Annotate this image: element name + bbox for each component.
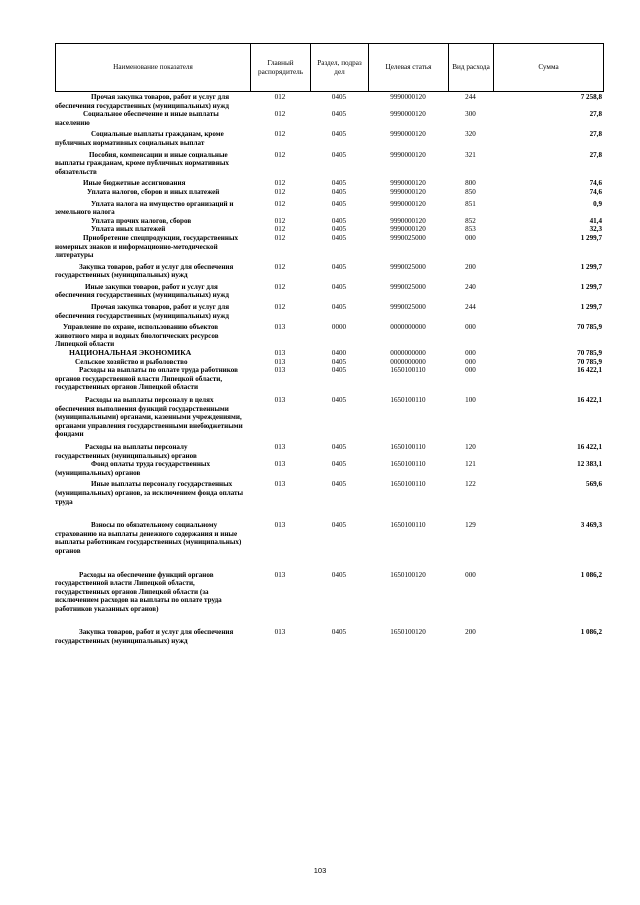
row-kind: 000 — [465, 323, 476, 332]
table-row — [55, 571, 603, 629]
table-row — [55, 200, 603, 217]
row-kind: 244 — [465, 303, 476, 312]
table-row — [55, 366, 603, 396]
row-sum: 1 086,2 — [580, 628, 602, 637]
row-kind: 120 — [465, 442, 476, 451]
table-row — [55, 93, 603, 110]
row-section: 0405 — [331, 282, 347, 291]
row-kind: 240 — [465, 282, 476, 291]
row-kind: 200 — [465, 262, 476, 271]
row-kind: 000 — [465, 357, 476, 366]
row-name: Закупка товаров, работ и услуг для обеспечения государственных (муниципальных) нужд — [55, 628, 234, 646]
table-row — [55, 263, 603, 283]
row-sum: 1 299,7 — [580, 233, 602, 242]
row-name: Уплата прочих налогов, сборов — [91, 216, 192, 225]
header-row — [56, 44, 604, 92]
row-admin: 013 — [274, 366, 286, 375]
row-name: Уплата налогов, сборов и иных платежей — [87, 187, 220, 196]
row-admin: 012 — [274, 262, 286, 271]
table-row — [55, 217, 603, 226]
row-admin: 013 — [274, 323, 286, 332]
row-section: 0405 — [331, 130, 347, 139]
row-target: 9990025000 — [390, 282, 426, 291]
row-name: Приобретение спецпродукции, государственных номерных знаков и информационно-методической литературы — [55, 233, 239, 260]
row-sum: 27,8 — [589, 110, 602, 119]
row-admin: 012 — [274, 225, 286, 234]
row-name: Прочая закупка товаров, работ и услуг для обеспечения государственных (муниципальных) нужд — [55, 93, 230, 110]
row-section: 0405 — [331, 262, 347, 271]
row-name: Иные бюджетные ассигнования — [83, 179, 186, 188]
row-admin: 013 — [274, 521, 286, 530]
table-row — [55, 110, 603, 130]
row-admin: 013 — [274, 442, 286, 451]
table-row — [55, 323, 603, 349]
row-section: 0405 — [331, 225, 347, 234]
row-sum: 1 299,7 — [580, 282, 602, 291]
row-target: 9990000120 — [390, 110, 426, 119]
row-kind: 000 — [465, 233, 476, 242]
row-section: 0405 — [331, 303, 347, 312]
row-sum: 74,6 — [589, 187, 602, 196]
row-sum: 1 086,2 — [580, 570, 602, 579]
row-kind: 321 — [465, 150, 476, 159]
row-kind: 850 — [465, 187, 476, 196]
row-admin: 012 — [274, 282, 286, 291]
row-name: Расходы на выплаты по оплате труда работников органов государственной власти Липецкой области, государственных органов Липецкой области — [55, 366, 238, 392]
row-section: 0405 — [331, 216, 347, 225]
row-sum: 70 785,9 — [577, 349, 602, 358]
row-kind: 122 — [465, 480, 476, 489]
header-kind: Вид расхода — [449, 44, 494, 92]
header-sum: Сумма — [494, 44, 604, 92]
table-body — [55, 93, 603, 646]
row-target: 9990025000 — [390, 262, 426, 271]
row-kind: 000 — [465, 349, 476, 358]
row-sum: 70 785,9 — [577, 323, 602, 332]
row-kind: 800 — [465, 179, 476, 188]
row-admin: 012 — [274, 150, 286, 159]
row-section: 0405 — [331, 460, 347, 469]
row-sum: 3 469,3 — [580, 521, 602, 530]
row-sum: 0,9 — [593, 199, 602, 208]
row-name: Социальное обеспечение и иные выплаты населению — [55, 110, 219, 127]
row-section: 0405 — [331, 521, 347, 530]
header-name: Наименование показателя — [56, 44, 251, 92]
row-name: Закупка товаров, работ и услуг для обеспечения государственных (муниципальных) нужд — [55, 262, 234, 280]
row-sum: 16 422,1 — [577, 396, 602, 404]
table-row — [55, 521, 603, 570]
row-admin: 012 — [274, 199, 286, 208]
row-section: 0405 — [331, 187, 347, 196]
row-sum: 41,4 — [589, 216, 602, 225]
row-admin: 012 — [274, 233, 286, 242]
row-target: 0000000000 — [390, 323, 426, 332]
row-kind: 320 — [465, 130, 476, 139]
row-admin: 013 — [274, 570, 286, 579]
row-admin: 013 — [274, 480, 286, 489]
row-target: 9990000120 — [390, 179, 426, 188]
row-admin: 012 — [274, 179, 286, 188]
row-admin: 012 — [274, 216, 286, 225]
row-admin: 013 — [274, 357, 286, 366]
row-name: Сельское хозяйство и рыболовство — [75, 357, 188, 366]
row-sum: 1 299,7 — [580, 303, 602, 312]
row-name: Расходы на выплаты персоналу государственных (муниципальных) органов — [55, 442, 197, 460]
row-sum: 27,8 — [589, 130, 602, 139]
row-name: Пособия, компенсации и иные социальные выплаты гражданам, кроме публичных нормативных обязательств — [55, 150, 229, 176]
row-section: 0405 — [331, 357, 347, 366]
table-row — [55, 628, 603, 645]
row-target: 1650100110 — [390, 366, 426, 375]
table-row — [55, 349, 603, 358]
row-section: 0405 — [331, 179, 347, 188]
row-admin: 012 — [274, 187, 286, 196]
row-admin: 013 — [274, 349, 286, 358]
row-target: 9990000120 — [390, 130, 426, 139]
table-row — [55, 460, 603, 480]
row-name: Прочая закупка товаров, работ и услуг для обеспечения государственных (муниципальных) нужд — [55, 303, 230, 320]
budget-table-page — [55, 43, 603, 646]
table-row — [55, 188, 603, 200]
row-target: 9990025000 — [390, 303, 426, 312]
table-row — [55, 396, 603, 443]
table-row — [55, 480, 603, 521]
row-sum: 7 258,8 — [580, 93, 602, 101]
row-section: 0405 — [331, 570, 347, 579]
row-section: 0000 — [331, 323, 347, 332]
row-name: Расходы на выплаты персоналу в целях обеспечения выполнения функций государственными (муниципальными) органами, казенными учреждениями, органами управления государственными внебюджетными фондами — [55, 396, 243, 439]
row-target: 1650100120 — [390, 628, 426, 637]
row-kind: 100 — [465, 396, 476, 404]
row-target: 9990000120 — [390, 216, 426, 225]
row-admin: 012 — [274, 303, 286, 312]
table-row — [55, 443, 603, 460]
table-row — [55, 225, 603, 234]
header-section: Раздел, подраз дел — [311, 44, 369, 92]
row-target: 9990000120 — [390, 199, 426, 208]
row-admin: 012 — [274, 93, 286, 101]
row-kind: 200 — [465, 628, 476, 637]
header-target: Целевая статья — [369, 44, 449, 92]
row-sum: 74,6 — [589, 179, 602, 188]
row-sum: 569,6 — [586, 480, 602, 489]
row-section: 0405 — [331, 366, 347, 375]
row-name: Расходы на обеспечение функций органов государственной власти Липецкой области, государственных органов Липецкой области (за исключением расходов на выплаты по оплате труда работников указанных органов) — [55, 570, 222, 613]
row-section: 0405 — [331, 150, 347, 159]
table-row — [55, 358, 603, 367]
table-row — [55, 179, 603, 188]
row-kind: 000 — [465, 366, 476, 375]
header-admin: Главный распорядитель — [251, 44, 311, 92]
row-kind: 121 — [465, 460, 476, 469]
row-kind: 000 — [465, 570, 476, 579]
row-kind: 129 — [465, 521, 476, 530]
row-target: 9990025000 — [390, 233, 426, 242]
row-kind: 852 — [465, 216, 476, 225]
row-section: 0405 — [331, 480, 347, 489]
row-target: 9990000120 — [390, 225, 426, 234]
row-section: 0405 — [331, 93, 347, 101]
row-sum: 70 785,9 — [577, 357, 602, 366]
table-row — [55, 303, 603, 323]
row-admin: 013 — [274, 628, 286, 637]
row-name: Иные выплаты персоналу государственных (муниципальных) органов, за исключением фонда оплаты труда — [55, 480, 244, 506]
row-kind: 300 — [465, 110, 476, 119]
row-sum: 16 422,1 — [577, 366, 602, 375]
row-target: 9990000120 — [390, 93, 426, 101]
row-target: 1650100110 — [390, 396, 426, 404]
page-number: 103 — [313, 866, 327, 875]
row-section: 0405 — [331, 233, 347, 242]
row-sum: 1 299,7 — [580, 262, 602, 271]
row-section: 0405 — [331, 199, 347, 208]
row-name: НАЦИОНАЛЬНАЯ ЭКОНОМИКА — [69, 348, 192, 358]
row-target: 1650100120 — [390, 570, 426, 579]
row-name: Уплата иных платежей — [91, 225, 166, 234]
row-name: Фонд оплаты труда государственных (муниципальных) органов — [55, 460, 210, 477]
table-row — [55, 151, 603, 180]
row-admin: 013 — [274, 460, 286, 469]
row-target: 1650100110 — [390, 442, 426, 451]
row-name: Управление по охране, использованию объектов животного мира и водных биологических ресурсов Липецкой области — [55, 323, 219, 349]
row-sum: 12 383,1 — [577, 460, 602, 469]
row-target: 1650100110 — [390, 521, 426, 530]
row-kind: 851 — [465, 199, 476, 208]
row-admin: 012 — [274, 130, 286, 139]
row-kind: 853 — [465, 225, 476, 234]
row-section: 0405 — [331, 628, 347, 637]
row-admin: 012 — [274, 110, 286, 119]
row-section: 0405 — [331, 442, 347, 451]
row-section: 0405 — [331, 110, 347, 119]
row-section: 0405 — [331, 396, 347, 404]
row-sum: 32,3 — [589, 225, 602, 234]
table-row — [55, 283, 603, 303]
row-target: 1650100110 — [390, 480, 426, 489]
row-target: 9990000120 — [390, 187, 426, 196]
row-target: 9990000120 — [390, 150, 426, 159]
row-admin: 013 — [274, 396, 286, 404]
row-target: 0000000000 — [390, 357, 426, 366]
table-row — [55, 234, 603, 263]
row-sum: 27,8 — [589, 150, 602, 159]
row-name: Иные закупки товаров, работ и услуг для обеспечения государственных (муниципальных) нужд — [55, 282, 229, 300]
row-kind: 244 — [465, 93, 476, 101]
table-row — [55, 130, 603, 150]
table-header — [55, 43, 604, 92]
row-name: Уплата налога на имущество организаций и земельного налога — [55, 199, 234, 217]
row-target: 0000000000 — [390, 349, 426, 358]
row-name: Взносы по обязательному социальному страхованию на выплаты денежного содержания и иные выплаты работникам государственных (муниципальных) органов — [55, 521, 242, 555]
row-sum: 16 422,1 — [577, 442, 602, 451]
row-section: 0400 — [331, 349, 347, 358]
row-name: Социальные выплаты гражданам, кроме публичных нормативных социальных выплат — [55, 130, 224, 147]
row-target: 1650100110 — [390, 460, 426, 469]
